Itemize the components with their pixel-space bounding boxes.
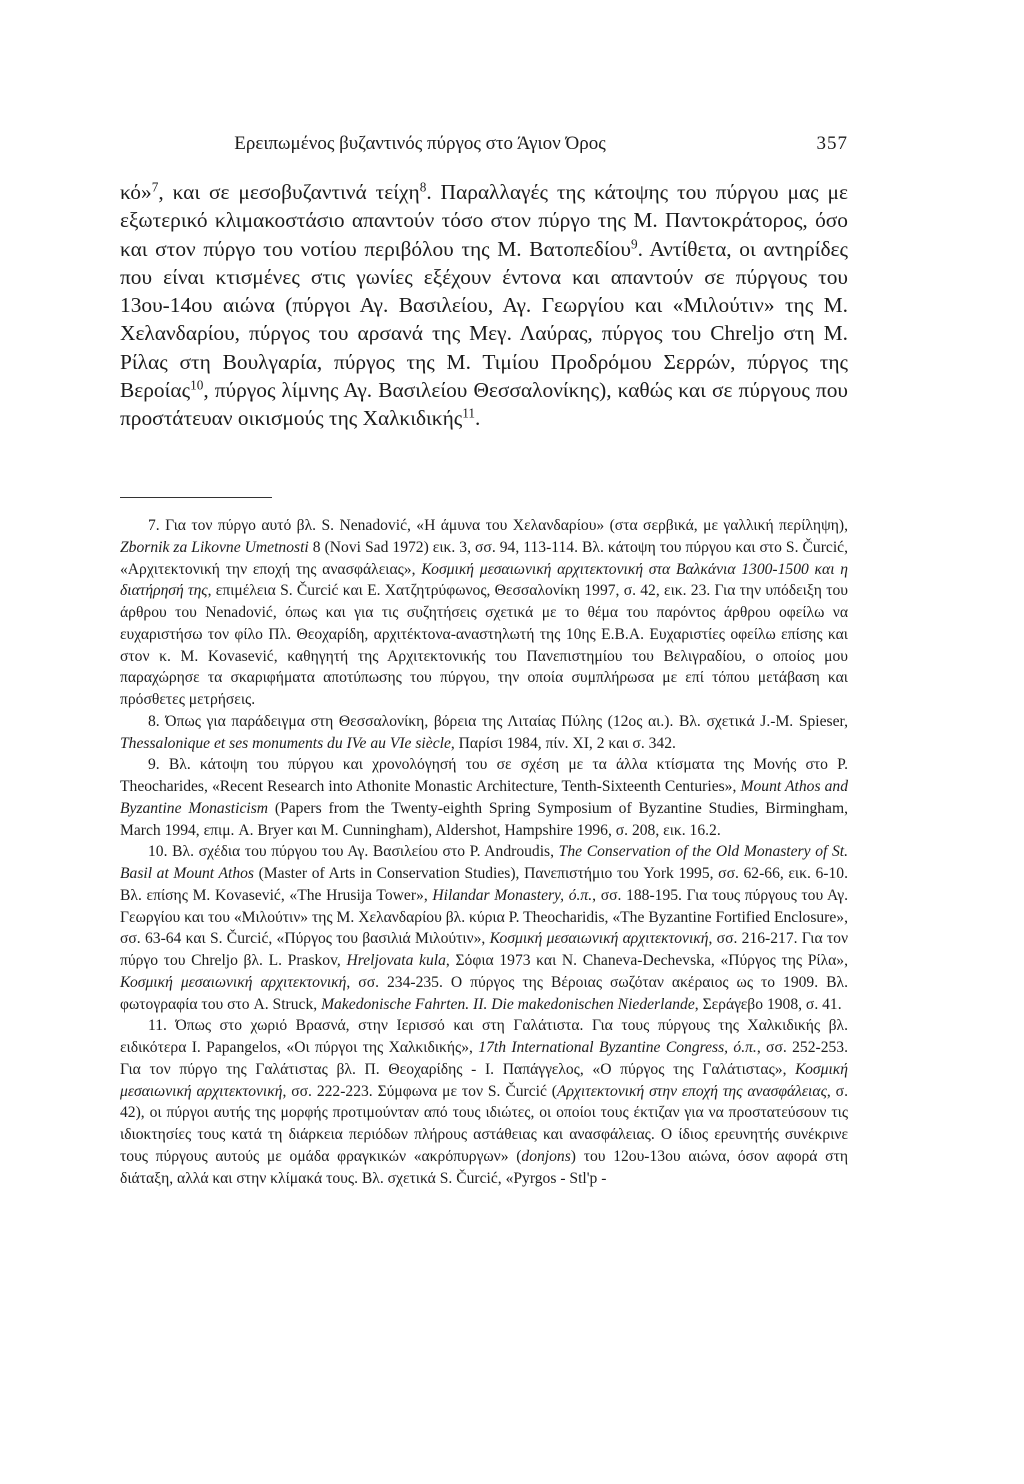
text-run: , σσ. 222-223. Σύμφωνα με τον S. Čurcić ( [282,1082,557,1100]
footnote [120,754,848,841]
italic-text: Thessalonique et ses monuments du IVe au VIe siècle [120,734,451,752]
italic-text: Hreljovata kula [346,952,446,969]
italic-text: Mount Athos and Byzantine Monasticism [120,778,849,817]
footnote-rule [120,497,272,498]
italic-text: 17th International Byzantine Congress, ό.π. [478,1039,757,1056]
text-run: , Παρίσι 1984, πίν. XI, 2 και σ. 342. [450,734,676,752]
italic-text: Αρχιτεκτονική στην εποχή της ανασφάλειας [556,1082,827,1100]
text-run: . Παραλλαγές της κάτοψης του πύργου μας με εξωτερικό κλιμακοστάσιο απαντούν τόσο στον πύργο της Μ. Παντοκράτορος, όσο και στον πύργο του νοτίου περιβόλου της Μ. Βατοπεδίου [120,180,848,261]
text-run: 10. Βλ. σχέδια του πύργου του Αγ. Βασιλείου στο P. Androudis, [148,843,559,861]
text-run: (Papers from the Twenty-eighth Spring Symposium of Byzantine Studies, Birmingham, March 1994, επιμ. A. Bryer και M. Cunningham), Aldershot, Hampshire 1996, σ. 208, εικ. 16.2. [120,799,848,839]
text-run: , Σόφια 1973 και N. Chaneva-Dechevska, «Πύργος της Ρίλα», [445,952,849,969]
text-run: 9. Βλ. κάτοψη του πύργου και χρονολόγησή του σε σχέση με τα άλλα κτίσματα της Μονής στο P. Theocharides, «Recent Research into Athonite Monastic Architecture, Tenth-Sixteenth Centuries», [120,756,848,795]
italic-text: Κοσμική μεσαιωνική αρχιτεκτονική [489,930,709,948]
italic-text: Κοσμική μεσαιωνική αρχιτεκτονική [120,973,347,991]
text-run: κό» [120,180,152,204]
body-text [120,178,848,433]
text-run: (Master of Arts in Conservation Studies), Πανεπιστήμιο του York 1995, σσ. 62-66, εικ. 6-10. Βλ. επίσης M. Kovasević, «The Hrusija Tower», [120,865,848,904]
footnote-ref: 8 [419,179,427,195]
footnote [120,841,848,1015]
footnote-ref: 7 [151,179,159,195]
text-run: 8. Όπως για παράδειγμα στη Θεσσαλονίκη, βόρεια της Λιταίας Πύλης (12ος αι.). Βλ. σχετικά J.-M. Spieser, [148,712,848,730]
italic-text: Κοσμική μεσαιωνική αρχιτεκτονική [120,1060,848,1100]
footnote [120,515,848,711]
running-header [120,128,848,160]
text-run: . [475,406,481,431]
italic-text: Zbornik za Likovne Umetnosti [120,538,309,556]
text-run: , σσ. 234-235. Ο πύργος της Βέροιας σωζόταν ακέραιος ως το 1909. Βλ. φωτογραφία του στο A. Struck, [120,973,848,1013]
page-number: 357 [816,133,848,154]
text-run: , σ. 42), οι πύργοι αυτής της μορφής προτιμούνταν από τους ιδιώτες, οι οποίοι τους έκτιζαν για να προστατεύσουν τις ιδιοκτησίες τους κατά τη διάρκεια περιόδων πλήρους αστάθειας και ανασφάλειας. Ο ίδιος ερευνητής συνέκρινε τους πύργους αυτούς με ομάδα φραγκικών «ακρόπυργων» ( [120,1082,848,1165]
text-run: 8 (Novi Sad 1972) εικ. 3, σσ. 94, 113-114. Βλ. κάτοψη του πύργου και στο S. Čurcić, «Αρχιτεκτονική την εποχή της ανασφάλειας», [120,538,848,578]
text-run: , επιμέλεια S. Čurcić και Ε. Χατζητρύφωνος, Θεσσαλονίκη 1997, σ. 42, εικ. 23. Για την υπόδειξη του άρθρου του Nenadović, όπως και για τις συζητήσεις σχετικά με το θέμα του παρόντος άρθρου οφείλω να ευχαριστήσω τον φίλο Πλ. Θεοχαρίδη, αρχιτέκτονα-αναστηλωτή της 10ης Ε.Β.Α. Ευχαριστίες οφείλω επίσης και στον κ. Μ. Kovasević, καθηγητή της Αρχιτεκτονικής του Πανεπιστημίου του Βελιγραδίου, ο οποίος μου παραχώρησε τα σκαριφήματα αποτύπωσης του πύργου, την οποία συμπλήρωσα με επί τόπου μετάβαση και πρόσθετες μετρήσεις. [120,582,848,708]
italic-text: donjons [521,1147,571,1165]
italic-text: Makedonische Fahrten. II. Die makedonischen Niederlande [321,995,695,1013]
text-run: 7. Για τον πύργο αυτό βλ. S. Nenadović, «Η άμυνα του Χελανδαρίου» (στα σερβικά, με γαλλική περίληψη), [148,517,848,534]
text-run: , και σε μεσοβυζαντινά τείχη [158,180,420,204]
body-paragraph [120,178,848,433]
italic-text: The Conservation of the Old Monastery of St. Basil at Mount Athos [120,843,848,882]
footnotes [120,515,848,1189]
running-title: Ερειπωμένος βυζαντινός πύργος στο Άγιον Όρος [234,133,606,154]
text-run: 11. Όπως στο χωριό Βρασνά, στην Ιερισσό και στη Γαλάτιστα. Για τους πύργους της Χαλκιδικής βλ. ειδικότερα I. Papangelos, «Οι πύργοι της Χαλκιδικής», [120,1017,848,1056]
text-run: , Σεράγεβο 1908, σ. 41. [694,995,842,1013]
footnote [120,1015,848,1189]
text-run: , σσ. 188-195. Για τους πύργους του Αγ. Γεωργίου και του «Μιλούτιν» της Μ. Χελανδαρίου βλ. κύρια P. Theocharidis, «The Byzantine Fortified Enclosure», σσ. 63-64 και S. Čurcić, «Πύργος του βασιλιά Μιλούτιν», [120,886,848,948]
footnote-ref: 9 [630,236,638,252]
text-run: ) του 12ου-13ου αιώνα, όσον αφορά στη διάταξη, αλλά και στην κλίμακά τους. Βλ. σχετικά S. Čurcić, «Pyrgos - Stl'p - [120,1147,848,1187]
text-run: . Αντίθετα, οι αντηρίδες που είναι κτισμένες στις γωνίες εξέχουν έντονα και απαντούν σε πύργους του 13ου-14ου αιώνα (πύργοι Αγ. Βασιλείου, Αγ. Γεωργίου και «Μιλούτιν» της Μ. Χελανδαρίου, πύργος του αρσανά της Μεγ. Λαύρας, πύργος του Chreljo στη Μ. Ρίλας στη Βουλγαρία, πύργος της Μ. Τιμίου Προδρόμου Σερρών, πύργος της Βεροίας [120,236,848,403]
text-run: , σσ. 216-217. Για τον πύργο του Chreljo βλ. L. Praskov, [120,930,848,969]
text-run: , πύργος λίμνης Αγ. Βασιλείου Θεσσαλονίκης), καθώς και σε πύργους που προστάτευαν οικισμούς της Χαλκιδικής [120,378,848,431]
italic-text: Hilandar Monastery, ό.π. [432,886,593,904]
footnote-ref: 10 [190,377,204,393]
footnote-ref: 11 [462,406,475,422]
footnote [120,711,848,755]
text-run: , σσ. 252-253. Για τον πύργο της Γαλάτιστας βλ. Π. Θεοχαρίδης - Ι. Παπάγγελος, «Ο πύργος της Γαλάτιστας», [120,1039,848,1078]
italic-text: Κοσμική μεσαιωνική αρχιτεκτονική στα Βαλκάνια 1300-1500 και η διατήρησή της [120,560,848,600]
